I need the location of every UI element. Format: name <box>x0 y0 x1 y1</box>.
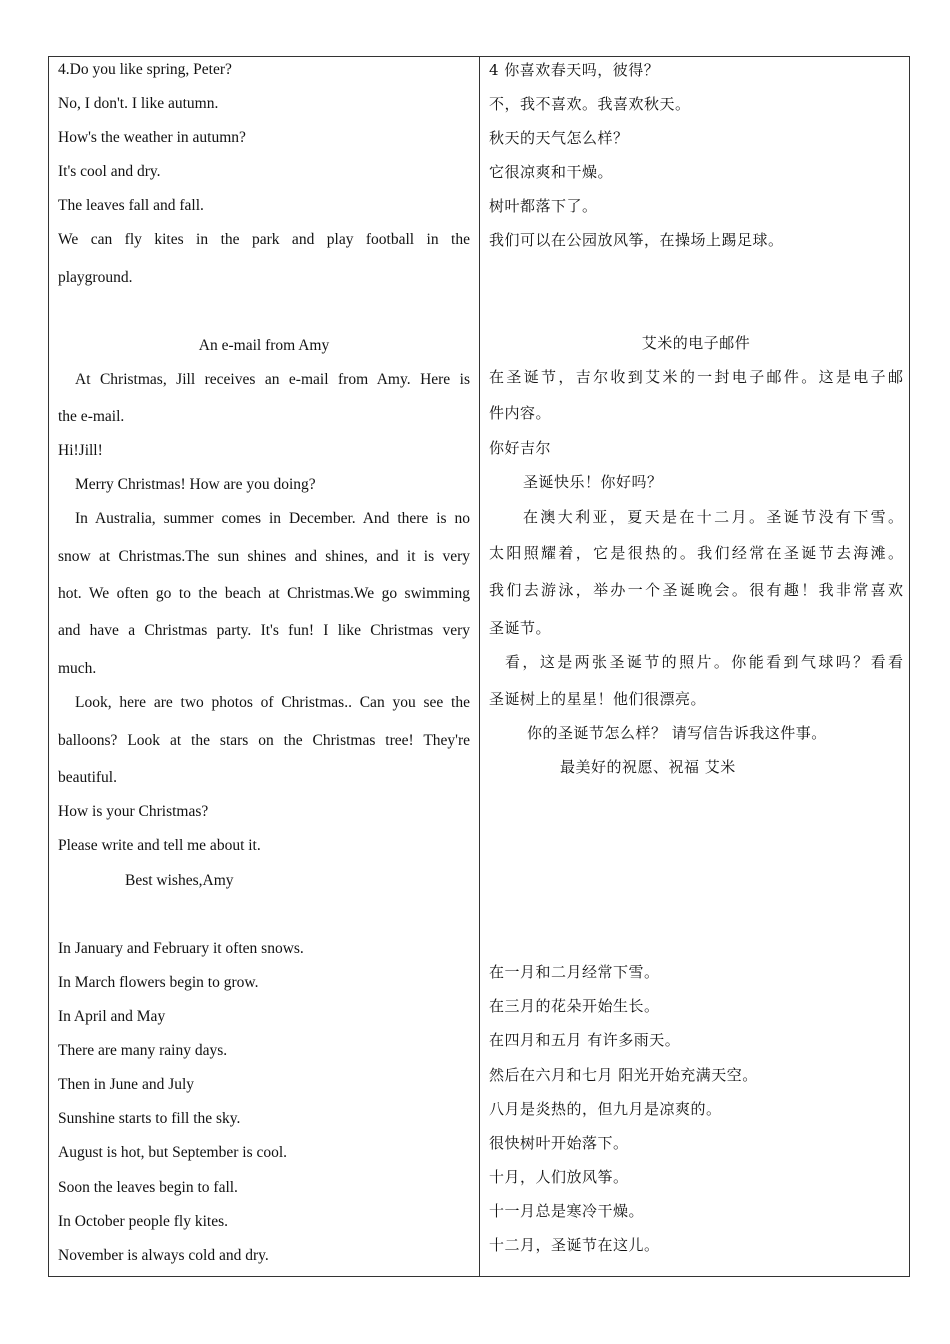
email-paragraph-line: 看，这是两张圣诞节的照片。你能看到气球吗？看看 <box>505 653 903 671</box>
poem-line: 然后在六月和七月 阳光开始充满天空。 <box>489 1066 758 1084</box>
email-line: 圣诞快乐！你好吗？ <box>523 473 663 491</box>
poem-line: November is always cold and dry. <box>58 1247 269 1264</box>
poem-line: 十一月总是寒冷干燥。 <box>489 1202 645 1220</box>
dialogue-line: 树叶都落下了。 <box>489 197 598 215</box>
dialogue-line: We can fly kites in the park and play football in the <box>58 231 470 248</box>
dialogue-line: 它很凉爽和干燥。 <box>489 163 614 181</box>
poem-line: 在一月和二月经常下雪。 <box>489 963 660 981</box>
dialogue-line: 4.Do you like spring, Peter? <box>58 61 232 78</box>
email-paragraph-line: 太阳照耀着，它是很热的。我们经常在圣诞节去海滩。 <box>489 544 903 562</box>
poem-line: Sunshine starts to fill the sky. <box>58 1110 241 1127</box>
poem-line: 在四月和五月 有许多雨天。 <box>489 1031 681 1049</box>
dialogue-line: 我们可以在公园放风筝，在操场上踢足球。 <box>489 231 784 249</box>
dialogue-line: How's the weather in autumn? <box>58 129 246 146</box>
poem-line: 八月是炎热的，但九月是凉爽的。 <box>489 1100 722 1118</box>
poem-line: In March flowers begin to grow. <box>58 974 259 991</box>
poem-line: August is hot, but September is cool. <box>58 1144 288 1161</box>
email-signoff: Best wishes,Amy <box>125 872 234 889</box>
email-intro-line: At Christmas, Jill receives an e-mail from Amy. Here is <box>75 371 470 388</box>
poem-line: 很快树叶开始落下。 <box>489 1134 629 1152</box>
poem-line: Soon the leaves begin to fall. <box>58 1179 238 1196</box>
email-title: An e-mail from Amy <box>198 337 330 354</box>
bilingual-text-table <box>48 56 910 1277</box>
email-intro-line: 在圣诞节，吉尔收到艾米的一封电子邮件。这是电子邮 <box>489 368 903 386</box>
email-greeting: 你好吉尔 <box>489 439 552 457</box>
email-paragraph-line: 在澳大利亚，夏天是在十二月。圣诞节没有下雪。 <box>523 508 903 526</box>
dialogue-line: 4 你喜欢春天吗，彼得？ <box>489 61 660 79</box>
email-paragraph-line: balloons? Look at the stars on the Christmas tree! They're <box>58 732 470 749</box>
email-paragraph-line: and have a Christmas party. It's fun! I like Christmas very <box>58 622 470 639</box>
dialogue-line: No, I don't. I like autumn. <box>58 95 219 112</box>
email-question: How is your Christmas? <box>58 803 209 820</box>
dialogue-line: 不，我不喜欢。我喜欢秋天。 <box>489 95 691 113</box>
poem-line: In October people fly kites. <box>58 1213 229 1230</box>
poem-line: In April and May <box>58 1008 166 1025</box>
email-paragraph-line: beautiful. <box>58 769 117 786</box>
poem-line: 十二月，圣诞节在这儿。 <box>489 1236 660 1254</box>
poem-line: In January and February it often snows. <box>58 940 304 957</box>
email-question: 你的圣诞节怎么样？ 请写信告诉我这件事。 <box>527 724 827 742</box>
email-intro-line: the e-mail. <box>58 408 125 425</box>
email-paragraph-line: Look, here are two photos of Christmas.. Can you see the <box>75 694 470 711</box>
email-intro-line: 件内容。 <box>489 404 552 422</box>
poem-line: Then in June and July <box>58 1076 195 1093</box>
poem-line: There are many rainy days. <box>58 1042 228 1059</box>
poem-line: 十月，人们放风筝。 <box>489 1168 629 1186</box>
dialogue-line: It's cool and dry. <box>58 163 161 180</box>
email-title: 艾米的电子邮件 <box>641 334 751 352</box>
email-paragraph-line: In Australia, summer comes in December. And there is no <box>75 510 470 527</box>
dialogue-line: The leaves fall and fall. <box>58 197 204 214</box>
email-paragraph-line: much. <box>58 660 97 677</box>
dialogue-line: 秋天的天气怎么样？ <box>489 129 629 147</box>
dialogue-line: playground. <box>58 269 133 286</box>
email-paragraph-line: snow at Christmas.The sun shines and shines, and it is very <box>58 548 470 565</box>
email-paragraph-line: 圣诞树上的星星！他们很漂亮。 <box>489 690 707 708</box>
email-paragraph-line: 我们去游泳，举办一个圣诞晚会。很有趣！我非常喜欢 <box>489 581 903 599</box>
email-request: Please write and tell me about it. <box>58 837 261 854</box>
email-greeting: Hi!Jill! <box>58 442 103 459</box>
email-signoff: 最美好的祝愿、祝福 艾米 <box>560 758 736 776</box>
column-divider <box>479 57 480 1276</box>
email-paragraph-line: 圣诞节。 <box>489 619 552 637</box>
email-paragraph-line: hot. We often go to the beach at Christmas.We go swimming <box>58 585 470 602</box>
poem-line: 在三月的花朵开始生长。 <box>489 997 660 1015</box>
email-line: Merry Christmas! How are you doing? <box>75 476 316 493</box>
